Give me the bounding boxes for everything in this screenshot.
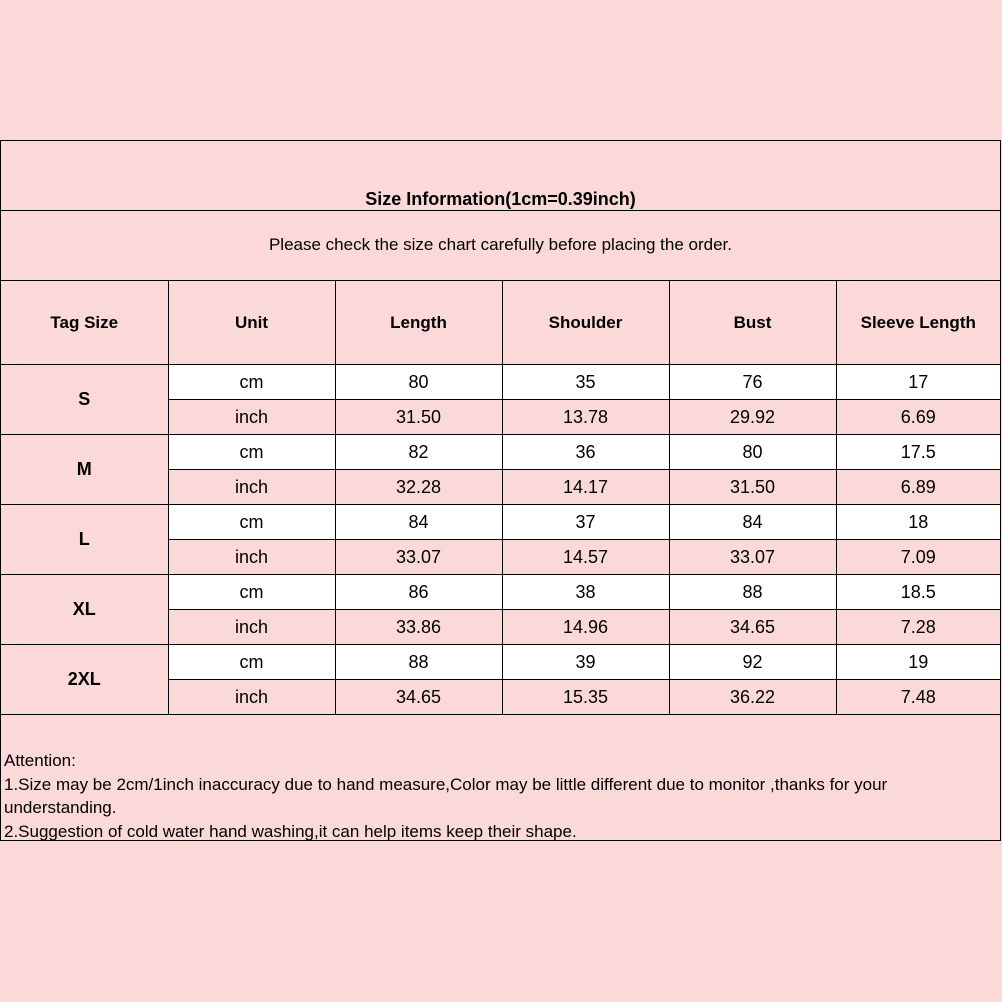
sleeve-cell: 7.28 xyxy=(836,610,1000,645)
table-row xyxy=(1,505,1000,540)
tag-size-cell: XL xyxy=(1,575,168,645)
sleeve-cell: 17.5 xyxy=(836,435,1000,470)
title-row xyxy=(1,141,1000,211)
attention-notes xyxy=(4,749,994,843)
header-tag-size: Tag Size xyxy=(1,281,168,365)
length-cell: 88 xyxy=(335,645,502,680)
attention-heading: Attention: xyxy=(4,751,76,770)
shoulder-cell: 15.35 xyxy=(502,680,669,715)
sleeve-cell: 19 xyxy=(836,645,1000,680)
notice-row xyxy=(1,211,1000,281)
sleeve-cell: 7.09 xyxy=(836,540,1000,575)
length-cell: 80 xyxy=(335,365,502,400)
tag-size-cell: L xyxy=(1,505,168,575)
size-table xyxy=(1,281,1000,715)
unit-cell: cm xyxy=(168,365,335,400)
sleeve-cell: 6.69 xyxy=(836,400,1000,435)
unit-cell: inch xyxy=(168,400,335,435)
sleeve-cell: 18 xyxy=(836,505,1000,540)
length-cell: 84 xyxy=(335,505,502,540)
attention-item: 1.Size may be 2cm/1inch inaccuracy due to hand measure,Color may be little different due to monitor ,thanks for your understanding. xyxy=(4,774,888,817)
header-shoulder: Shoulder xyxy=(502,281,669,365)
bust-cell: 36.22 xyxy=(669,680,836,715)
tag-size-cell: 2XL xyxy=(1,645,168,715)
table-row xyxy=(1,645,1000,680)
header-length: Length xyxy=(335,281,502,365)
shoulder-cell: 14.96 xyxy=(502,610,669,645)
length-cell: 33.86 xyxy=(335,610,502,645)
table-header-row xyxy=(1,281,1000,365)
bust-cell: 80 xyxy=(669,435,836,470)
attention-item: 2.Suggestion of cold water hand washing,it can help items keep their shape. xyxy=(4,821,577,841)
unit-cell: cm xyxy=(168,575,335,610)
header-bust: Bust xyxy=(669,281,836,365)
unit-cell: inch xyxy=(168,680,335,715)
chart-title: Size Information(1cm=0.39inch) xyxy=(365,189,636,209)
length-cell: 31.50 xyxy=(335,400,502,435)
sleeve-cell: 18.5 xyxy=(836,575,1000,610)
shoulder-cell: 36 xyxy=(502,435,669,470)
unit-cell: cm xyxy=(168,645,335,680)
tag-size-cell: M xyxy=(1,435,168,505)
sleeve-cell: 17 xyxy=(836,365,1000,400)
bust-cell: 76 xyxy=(669,365,836,400)
table-row xyxy=(1,575,1000,610)
sleeve-cell: 6.89 xyxy=(836,470,1000,505)
shoulder-cell: 14.17 xyxy=(502,470,669,505)
tag-size-cell: S xyxy=(1,365,168,435)
shoulder-cell: 13.78 xyxy=(502,400,669,435)
bust-cell: 29.92 xyxy=(669,400,836,435)
bust-cell: 84 xyxy=(669,505,836,540)
notice-text: Please check the size chart carefully before placing the order. xyxy=(268,235,733,254)
unit-cell: cm xyxy=(168,435,335,470)
bust-cell: 34.65 xyxy=(669,610,836,645)
length-cell: 82 xyxy=(335,435,502,470)
bust-cell: 31.50 xyxy=(669,470,836,505)
unit-cell: inch xyxy=(168,610,335,645)
header-sleeve-length: Sleeve Length xyxy=(836,281,1000,365)
shoulder-cell: 38 xyxy=(502,575,669,610)
length-cell: 33.07 xyxy=(335,540,502,575)
shoulder-cell: 39 xyxy=(502,645,669,680)
sleeve-cell: 7.48 xyxy=(836,680,1000,715)
shoulder-cell: 35 xyxy=(502,365,669,400)
length-cell: 34.65 xyxy=(335,680,502,715)
size-chart-sheet xyxy=(0,140,1001,841)
header-unit: Unit xyxy=(168,281,335,365)
shoulder-cell: 37 xyxy=(502,505,669,540)
table-row xyxy=(1,365,1000,400)
bust-cell: 88 xyxy=(669,575,836,610)
unit-cell: inch xyxy=(168,540,335,575)
length-cell: 86 xyxy=(335,575,502,610)
unit-cell: cm xyxy=(168,505,335,540)
table-row xyxy=(1,435,1000,470)
unit-cell: inch xyxy=(168,470,335,505)
shoulder-cell: 14.57 xyxy=(502,540,669,575)
bust-cell: 33.07 xyxy=(669,540,836,575)
length-cell: 32.28 xyxy=(335,470,502,505)
bust-cell: 92 xyxy=(669,645,836,680)
